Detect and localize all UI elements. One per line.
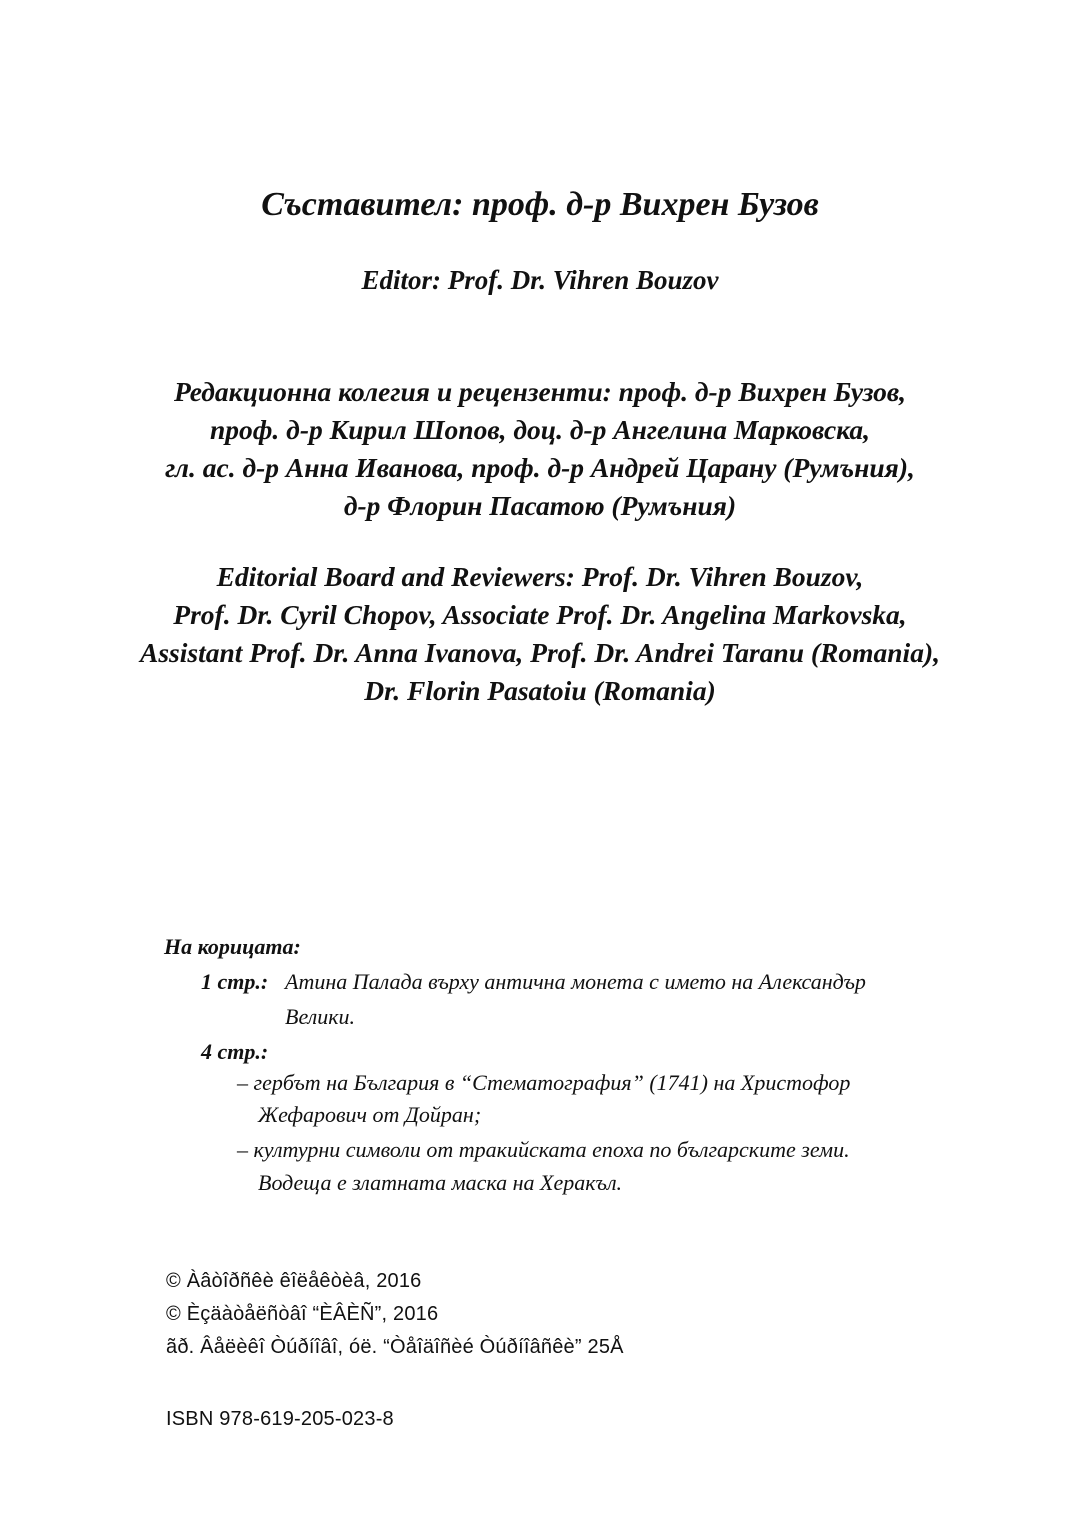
page1-description: Атина Палада върху антична монета с името на Александър [285, 969, 866, 994]
page4-item-thracian-symbols: – културни символи от тракийската епоха по българските земи. [237, 1137, 850, 1162]
copyright-authors: © Àâòîðñêè êîëåêòèâ, 2016 [166, 1270, 422, 1292]
page4-item-coat-of-arms: – гербът на България в “Стематография” (1741) на Христофор [237, 1070, 851, 1095]
editorial-board-en-line: Dr. Florin Pasatoiu (Romania) [364, 675, 716, 706]
isbn: ISBN 978-619-205-023-8 [166, 1408, 394, 1430]
compiler-line-bg: Съставител: проф. д-р Вихрен Бузов [261, 186, 819, 223]
page4-item-coat-of-arms-continued: Жефарович от Дойран; [258, 1102, 482, 1127]
page1-description-continued: Велики. [285, 1004, 356, 1029]
page4-item-thracian-symbols-continued: Водеща е златната маска на Херакъл. [258, 1170, 623, 1195]
editorial-board-en-line: Assistant Prof. Dr. Anna Ivanova, Prof. Dr. Andrei Taranu (Romania), [140, 637, 940, 668]
editorial-board-bg-line: Редакционна колегия и рецензенти: проф. д-р Вихрен Бузов, [173, 376, 907, 407]
editorial-board-en-line: Prof. Dr. Cyril Chopov, Associate Prof. Dr. Angelina Markovska, [173, 599, 907, 630]
editorial-board-en-line: Editorial Board and Reviewers: Prof. Dr. Vihren Bouzov, [216, 561, 864, 592]
editorial-board-bg-line: проф. д-р Кирил Шопов, доц. д-р Ангелина Марковска, [209, 414, 871, 445]
editorial-board-bg-line: гл. ас. д-р Анна Иванова, проф. д-р Андрей Царану (Румъния), [165, 452, 915, 483]
page4-label: 4 стр.: [201, 1039, 269, 1064]
copyright-publisher: © Èçäàòåëñòâî “ÈÂÈÑ”, 2016 [166, 1303, 439, 1325]
editorial-board-bg-line: д-р Флорин Пасатою (Румъния) [343, 490, 737, 521]
page1-label: 1 стр.: [201, 969, 269, 994]
cover-heading: На корицата: [164, 934, 301, 959]
editor-line-en: Editor: Prof. Dr. Vihren Bouzov [361, 265, 719, 295]
printing-address: ãð. Âåëèêî Òúðíîâî, óë. “Òåîäîñèé Òúðíîâñêè” 25Å [166, 1336, 624, 1358]
